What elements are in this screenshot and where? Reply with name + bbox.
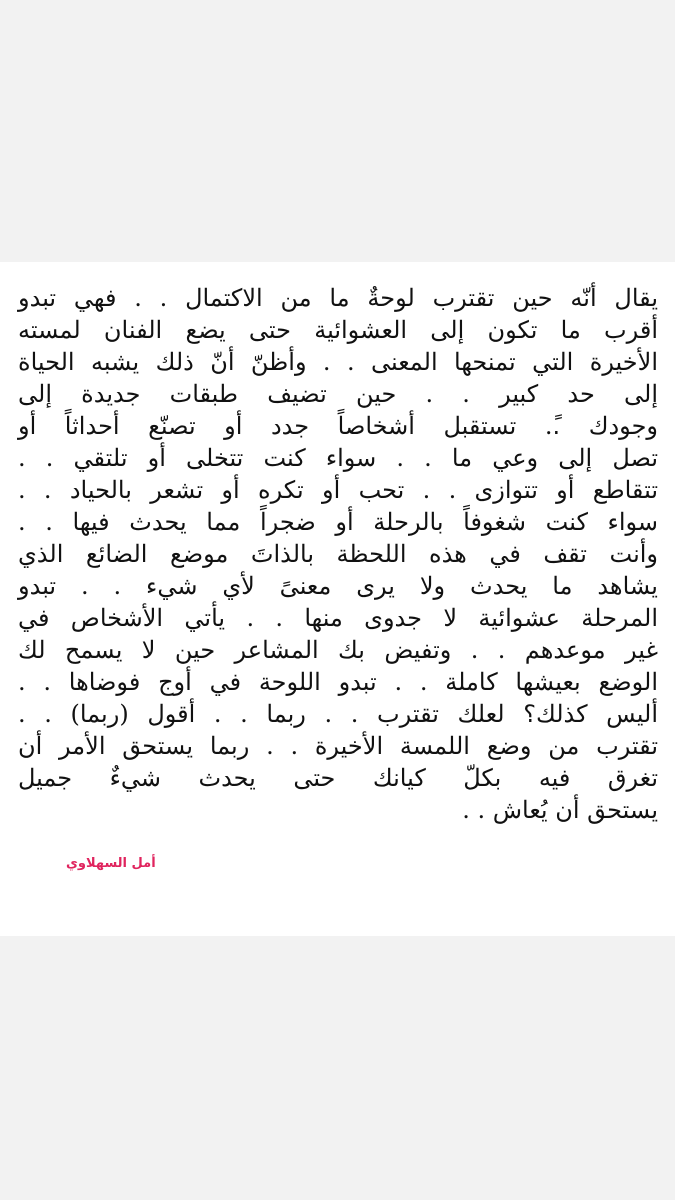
poem-line: وأنت تقف في هذه اللحظة بالذاتَ موضع الضائع الذي xyxy=(18,540,658,568)
bottom-blank-area xyxy=(0,936,675,1200)
poem-line: سواء كنت شغوفاً بالرحلة أو ضجراً مما يحدث فيها . . xyxy=(18,508,658,536)
poem-line: الأخيرة التي تمنحها المعنى . . وأظنّ أنّ ذلك يشبه الحياة xyxy=(18,348,658,376)
poem-line: يشاهد ما يحدث ولا يرى معنىً لأي شيء . . تبدو xyxy=(18,572,658,600)
poem-line: تتقاطع أو تتوازى . . تحب أو تكره أو تشعر بالحياد . . xyxy=(18,476,658,504)
author-signature: أمل السهلاوي xyxy=(66,856,156,871)
text-card xyxy=(0,262,675,936)
top-blank-area xyxy=(0,0,675,262)
poem-text xyxy=(18,282,658,826)
poem-line: غير موعدهم . . وتفيض بك المشاعر حين لا يسمح لك xyxy=(18,636,658,664)
poem-line: الوضع بعيشها كاملة . . تبدو اللوحة في أوج فوضاها . . xyxy=(18,668,658,696)
poem-line: أليس كذلك؟ لعلك تقترب . . ربما . . أقول (ربما) . . xyxy=(18,700,658,728)
poem-line: المرحلة عشوائية لا جدوى منها . . يأتي الأشخاص في xyxy=(18,604,658,632)
poem-line: وجودك .ً. تستقبل أشخاصاً جدد أو تصنّع أحداثاً أو xyxy=(18,412,658,440)
poem-line: تقترب من وضع اللمسة الأخيرة . . ربما يستحق الأمر أن xyxy=(18,732,658,760)
poem-line: إلى حد كبير . . حين تضيف طبقات جديدة إلى xyxy=(18,380,658,408)
poem-line: يستحق أن يُعاش . . xyxy=(462,796,658,824)
poem-line: تصل إلى وعي ما . . سواء كنت تتخلى أو تلتقي . . xyxy=(18,444,658,472)
poem-line: أقرب ما تكون إلى العشوائية حتى يضع الفنان لمسته xyxy=(18,316,658,344)
poem-line: تغرق فيه بكلّ كيانك حتى يحدث شيءٌ جميل xyxy=(18,764,658,792)
poem-line: يقال أنّه حين تقترب لوحةٌ ما من الاكتمال . . فهي تبدو xyxy=(18,284,658,312)
